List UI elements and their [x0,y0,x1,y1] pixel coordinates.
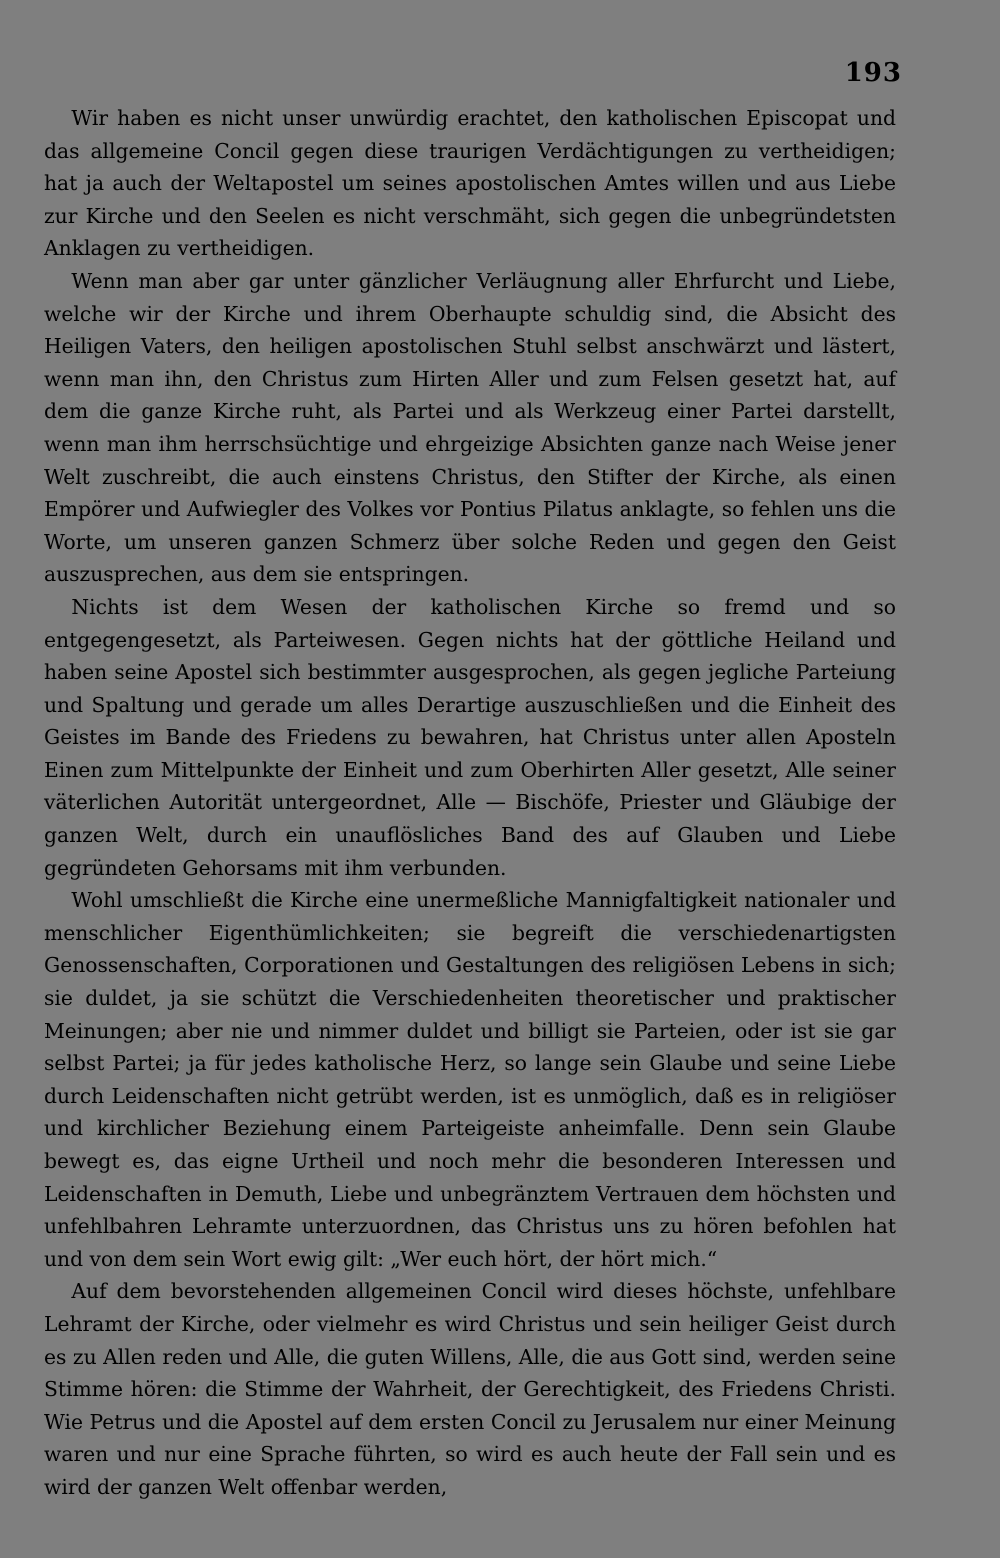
paragraph-3: Nichts ist dem Wesen der katholischen Kirche so fremd und so entgegengesetzt, als Parteiwesen. Gegen nichts hat der göttliche Heiland und haben seine Apostel sich bestimmter ausgesprochen, als gegen jegliche Parteiung und Spaltung und gerade um alles Derartige auszuschließen und die Einheit des Geistes im Bande des Friedens zu bewahren, hat Christus unter allen Aposteln Einen zum Mittelpunkte der Einheit und zum Oberhirten Aller gesetzt, Alle seiner väterlichen Autorität untergeordnet, Alle — Bischöfe, Priester und Gläubige der ganzen Welt, durch ein unauflösliches Band des auf Glauben und Liebe gegründeten Gehorsams mit ihm verbunden. [44,594,896,880]
body-text [44,102,896,1504]
paragraph-4: Wohl umschließt die Kirche eine unermeßliche Mannigfaltigkeit nationaler und menschlicher Eigenthümlichkeiten; sie begreift die verschiedenartigsten Genossenschaften, Corporationen und Gestaltungen des religiösen Lebens in sich; sie duldet, ja sie schützt die Verschiedenheiten theoretischer und praktischer Meinungen; aber nie und nimmer duldet und billigt sie Parteien, oder ist sie gar selbst Partei; ja für jedes katholische Herz, so lange sein Glaube und seine Liebe durch Leidenschaften nicht getrübt werden, ist es unmöglich, daß es in religiöser und kirchlicher Beziehung einem Parteigeiste anheimfalle. Denn sein Glaube bewegt es, das eigne Urtheil und noch mehr die besonderen Interessen und Leidenschaften in Demuth, Liebe und unbegränztem Vertrauen dem höchsten und unfehlbahren Lehramte unterzuordnen, das Christus uns zu hören befohlen hat und von dem sein Wort ewig gilt: „Wer euch hört, der hört mich.“ [44,888,896,1271]
paragraph-1: Wir haben es nicht unser unwürdig erachtet, den katholischen Episcopat und das allgemeine Concil gegen diese traurigen Verdächtigungen zu vertheidigen; hat ja auch der Weltapostel um seines apostolischen Amtes willen und aus Liebe zur Kirche und den Seelen es nicht verschmäht, sich gegen die unbegründetsten Anklagen zu vertheidigen. [44,106,896,261]
page-number: 193 [844,58,902,88]
paragraph-5: Auf dem bevorstehenden allgemeinen Concil wird dieses höchste, unfehlbare Lehramt der Kirche, oder vielmehr es wird Christus und sein heiliger Geist durch es zu Allen reden und Alle, die guten Willens, Alle, die aus Gott sind, werden seine Stimme hören: die Stimme der Wahrheit, der Gerechtigkeit, des Friedens Christi. Wie Petrus und die Apostel auf dem ersten Concil zu Jerusalem nur einer Meinung waren und nur eine Sprache führten, so wird es auch heute der Fall sein und es wird der ganzen Welt offenbar werden, [44,1279,896,1499]
paragraph-2: Wenn man aber gar unter gänzlicher Verläugnung aller Ehrfurcht und Liebe, welche wir der Kirche und ihrem Oberhaupte schuldig sind, die Absicht des Heiligen Vaters, den heiligen apostolischen Stuhl selbst anschwärzt und lästert, wenn man ihn, den Christus zum Hirten Aller und zum Felsen gesetzt hat, auf dem die ganze Kirche ruht, als Partei und als Werkzeug einer Partei darstellt, wenn man ihm herrschsüchtige und ehrgeizige Absichten ganze nach Weise jener Welt zuschreibt, die auch einstens Christus, den Stifter der Kirche, als einen Empörer und Aufwiegler des Volkes vor Pontius Pilatus anklagte, so fehlen uns die Worte, um unseren ganzen Schmerz über solche Reden und gegen den Geist auszusprechen, aus dem sie entspringen. [44,268,896,587]
